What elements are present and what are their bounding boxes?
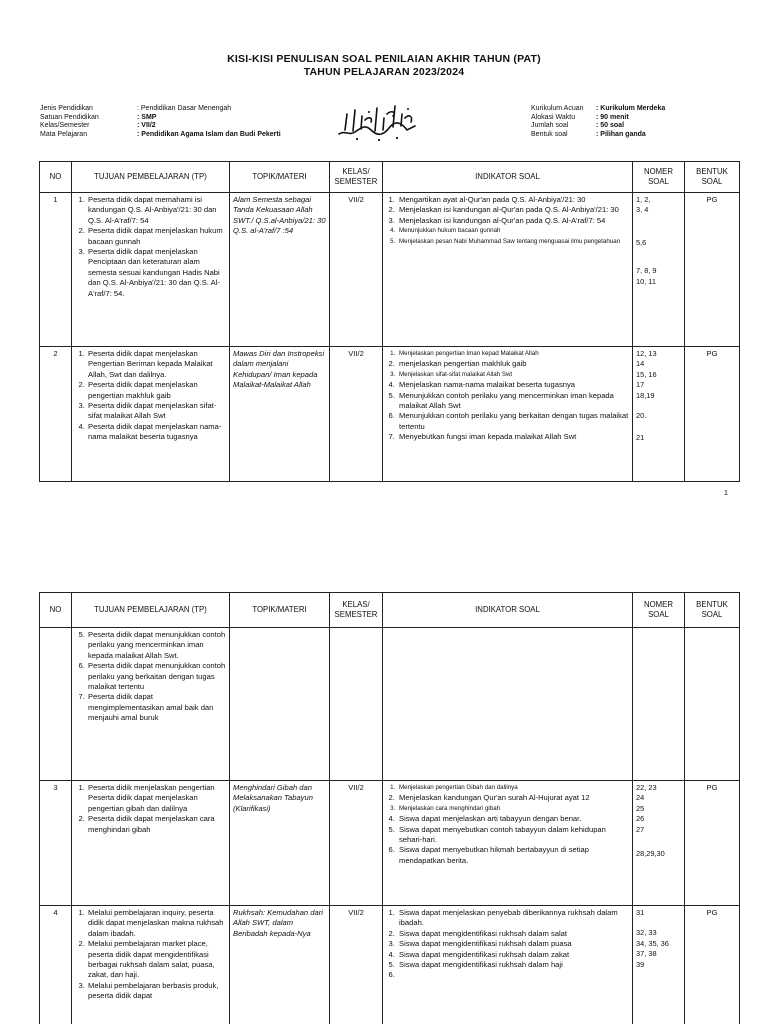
tujuan-pembelajaran-cell — [72, 193, 230, 347]
indikator-soal-cell — [383, 906, 633, 1024]
page-gap — [0, 518, 768, 592]
topik-materi-cell: Alam Semesta sebagai Tanda Kekuasaan Allah SWT./ Q.S.al-Anbiya/21: 30 Q.S. al-A'raf/7 :54 — [230, 193, 330, 347]
header-topik-materi: TOPIK/MATERI — [230, 162, 330, 193]
bentuk-soal-cell: PG — [685, 906, 740, 1024]
table-row — [40, 628, 740, 781]
indikator-item: 2. Siswa dapat mengidentifikasi rukhsah dalam salat — [397, 929, 629, 939]
meta-row — [531, 122, 665, 131]
indikator-item: 6. Menunjukkan contoh perilaku yang berkaitan dengan tugas malaikat tertentu — [397, 411, 629, 432]
row-number: 2 — [40, 347, 72, 482]
nomer-soal-value: 32, 33 — [636, 928, 657, 938]
indikator-item: 3. Menjelaskan cara menghindari gibah — [397, 804, 629, 814]
tp-item: 1. Melalui pembelajaran inquiry, peserta didik dapat menjelaskan makna rukhsah dalam ibadah. — [87, 908, 226, 939]
header-topik-materi: TOPIK/MATERI — [230, 593, 330, 628]
bentuk-soal-cell: PG — [685, 347, 740, 482]
tp-item: 1. Peserta didik dapat menjelaskan Pengertian Beriman kepada Malaikat Allah, Swt dan dalilnya. — [87, 349, 226, 380]
row-number: 1 — [40, 193, 72, 347]
meta-value: : Pilihan ganda — [596, 130, 646, 138]
header-no: NO — [40, 593, 72, 628]
indikator-item: 1. Menjelaskan pengertian Iman kepad Malaikat Allah — [397, 349, 629, 359]
topik-materi-cell: Mawas Diri dan Instropeksi dalam menjalani Kehidupan/ Iman kepada Malaikat-Malaikat Allah — [230, 347, 330, 482]
indikator-soal-cell — [383, 628, 633, 781]
row-number: 3 — [40, 781, 72, 906]
nomer-soal-value: 3, 4 — [636, 205, 649, 215]
document-title — [0, 53, 768, 79]
meta-value: : Pendidikan Dasar Menengah — [137, 105, 232, 112]
nomer-soal-value: 37, 38 — [636, 949, 657, 959]
indikator-item: 4. Menjelaskan nama-nama malaikat beserta tugasnya — [397, 380, 629, 390]
meta-value: : SMP — [137, 113, 157, 121]
meta-info-left — [40, 105, 281, 139]
header-no: NO — [40, 162, 72, 193]
page-number: 1 — [723, 488, 728, 497]
tp-item: 5. Peserta didik dapat menunjukkan contoh perilaku yang mencerminkan iman kepada malaikat Allah Swt. — [87, 630, 226, 661]
nomer-soal-cell — [633, 781, 685, 906]
header-nomer-soal: NOMER SOAL — [633, 162, 685, 193]
topik-materi-cell: Rukhsah: Kemudahan dari Allah SWT, dalam Beribadah kepada-Nya — [230, 906, 330, 1024]
nomer-soal-value: 26 — [636, 814, 645, 824]
tp-item: 4. Peserta didik dapat menjelaskan nama-nama malaikat beserta tugasnya — [87, 422, 226, 443]
meta-value: : 90 menit — [596, 113, 629, 121]
indikator-item: 2. Menjelaskan isi kandungan al-Qur'an pada Q.S. Al-Anbiya'/21: 30 — [397, 205, 629, 215]
nomer-soal-value: 5,6 — [636, 237, 647, 247]
tp-item: 1. Peserta didik menjelaskan pengertian Peserta didik dapat menjelaskan pengertian gibah dan dalilnya — [87, 783, 226, 814]
bentuk-soal-cell: PG — [685, 781, 740, 906]
header-nomer-soal: NOMER SOAL — [633, 593, 685, 628]
meta-key: Bentuk soal — [531, 130, 568, 138]
title-line-2: TAHUN PELAJARAN 2023/2024 — [303, 66, 465, 78]
indikator-soal-cell — [383, 781, 633, 906]
indikator-item: 2. Menjelaskan kandungan Qur'an surah Al-Hujurat ayat 12 — [397, 793, 629, 803]
meta-value: : 50 soal — [596, 122, 625, 130]
nomer-soal-value: 24 — [636, 793, 645, 803]
indikator-item: 4. Menunjukkan hukum bacaan gunnah — [397, 226, 629, 236]
meta-value: : Kurikulum Merdeka — [596, 105, 666, 112]
tp-item: 3. Melalui pembelajaran berbasis produk, peserta didik dapat — [87, 981, 226, 1002]
indikator-item: 1. Menjelaskan pengertian Gibah dan dalilnya — [397, 783, 629, 793]
title-line-1: KISI-KISI PENULISAN SOAL PENILAIAN AKHIR TAHUN (PAT) — [227, 53, 541, 65]
nomer-soal-value: 27 — [636, 824, 645, 834]
indikator-item: 5. Siswa dapat menyebutkan contoh tabayyun dalam kehidupan sehari-hari. — [397, 825, 629, 846]
table-header-row — [40, 593, 740, 628]
meta-key: Alokasi Waktu — [531, 113, 576, 121]
nomer-soal-value: 12, 13 — [636, 349, 657, 358]
header-kelas-semester: KELAS/ SEMESTER — [330, 593, 383, 628]
tujuan-pembelajaran-cell — [72, 781, 230, 906]
kisi-kisi-table-page-1 — [39, 161, 740, 482]
meta-key: Mata Pelajaran — [40, 130, 88, 138]
nomer-soal-value: 1, 2, — [636, 195, 651, 204]
meta-row — [40, 131, 281, 140]
bentuk-soal-cell — [685, 628, 740, 781]
indikator-item: 3. Menjelaskan isi kandungan al-Qur'an pada Q.S. Al-A'raf/7: 54 — [397, 216, 629, 226]
indikator-item: 3. Menjelaskan sifat-sifat malaikat Allah Swt — [397, 370, 629, 380]
indikator-soal-cell — [383, 347, 633, 482]
document-page-2 — [0, 592, 768, 1024]
kisi-kisi-table-page-2 — [39, 592, 740, 1024]
nomer-soal-value: 17 — [636, 380, 645, 390]
table-row — [40, 193, 740, 347]
indikator-item: 1. Mengartikan ayat al-Qur'an pada Q.S. Al-Anbiya'/21: 30 — [397, 195, 629, 205]
tp-item: 3. Peserta didik dapat menjelaskan Penciptaan dan keteraturan alam semesta sesuai kandungan Hadis Nabi dan Q.S. Al-Anbiya'/21: 30 dan Q.S. Al-A'raf/7: 54. — [87, 247, 226, 299]
topik-materi-cell: Menghindari Gibah dan Melaksanakan Tabayun (Klarifikasi) — [230, 781, 330, 906]
tp-item: 7. Peserta didik dapat mengimplementasikan amal baik dan menjauhi amal buruk — [87, 692, 226, 723]
bentuk-soal-cell: PG — [685, 193, 740, 347]
nomer-soal-cell — [633, 628, 685, 781]
nomer-soal-value: 20. — [636, 411, 647, 421]
meta-row — [40, 122, 281, 131]
kelas-semester-cell: VII/2 — [330, 347, 383, 482]
topik-materi-cell — [230, 628, 330, 781]
row-number: 4 — [40, 906, 72, 1024]
meta-value: : Pendidikan Agama Islam dan Budi Pekerti — [137, 130, 281, 138]
tp-item: 1. Peserta didik dapat memahami isi kandungan Q.S. Al-Anbiya'/21: 30 dan Q.S. Al-A'raf/7: 54 — [87, 195, 226, 226]
nomer-soal-cell — [633, 906, 685, 1024]
kelas-semester-cell: VII/2 — [330, 906, 383, 1024]
header-indikator-soal: INDIKATOR SOAL — [383, 162, 633, 193]
indikator-item — [397, 970, 629, 980]
tujuan-pembelajaran-cell — [72, 347, 230, 482]
nomer-soal-cell — [633, 347, 685, 482]
nomer-soal-cell — [633, 193, 685, 347]
table-row — [40, 781, 740, 906]
header-indikator-soal: INDIKATOR SOAL — [383, 593, 633, 628]
nomer-soal-value: 14 — [636, 359, 645, 369]
tujuan-pembelajaran-cell — [72, 628, 230, 781]
nomer-soal-value: 31 — [636, 908, 645, 917]
header-bentuk-soal: BENTUK SOAL — [685, 593, 740, 628]
meta-row — [531, 131, 665, 140]
meta-row — [40, 105, 281, 114]
indikator-item: 4. Siswa dapat mengidentifikasi rukhsah dalam zakat — [397, 950, 629, 960]
header-tujuan-pembelajaran: TUJUAN PEMBELAJARAN (TP) — [72, 593, 230, 628]
table-row — [40, 906, 740, 1024]
indikator-item: 6. Siswa dapat menyebutkan hikmah bertabayyun di setiap mendapatkan berita. — [397, 845, 629, 866]
tp-item: 2. Peserta didik dapat menjelaskan cara menghindari gibah — [87, 814, 226, 835]
meta-row — [40, 114, 281, 123]
meta-key: Satuan Pendidikan — [40, 113, 99, 121]
table-row — [40, 347, 740, 482]
tp-item: 6. Peserta didik dapat menunjukkan contoh perilaku yang berkaitan dengan tugas malaikat tertentu — [87, 661, 226, 692]
tp-item: 2. Peserta didik dapat menjelaskan pengertian makhluk gaib — [87, 380, 226, 401]
nomer-soal-value: 21 — [636, 433, 645, 443]
indikator-item: 5. Siswa dapat mengidentifikasi rukhsah dalam haji — [397, 960, 629, 970]
tp-item: 2. Melalui pembelajaran market place, peserta didik dapat mengidentifikasi berbagai rukhsah dalam salat, puasa, zakat, dan haji. — [87, 939, 226, 981]
nomer-soal-value: 7, 8, 9 — [636, 266, 657, 276]
meta-row — [531, 105, 665, 114]
indikator-item: 5. Menunjukkan contoh perilaku yang mencerminkan iman kepada malaikat Allah Swt — [397, 391, 629, 412]
kelas-semester-cell — [330, 628, 383, 781]
header-kelas-semester: KELAS/ SEMESTER — [330, 162, 383, 193]
kelas-semester-cell: VII/2 — [330, 781, 383, 906]
nomer-soal-value: 28,29,30 — [636, 849, 665, 859]
kelas-semester-cell: VII/2 — [330, 193, 383, 347]
indikator-item: 4. Siswa dapat menjelaskan arti tabayyun dengan benar. — [397, 814, 629, 824]
indikator-item: 1. Siswa dapat menjelaskan penyebab diberikannya rukhsah dalam ibadah. — [397, 908, 629, 929]
header-bentuk-soal: BENTUK SOAL — [685, 162, 740, 193]
nomer-soal-value: 18,19 — [636, 390, 655, 400]
indikator-item: 7. Menyebutkan fungsi iman kepada malaikat Allah Swt — [397, 432, 629, 442]
tp-item: 2. Peserta didik dapat menjelaskan hukum bacaan gunnah — [87, 226, 226, 247]
meta-key: Jenis Pendidikan — [40, 105, 93, 112]
meta-info-right — [531, 105, 665, 139]
meta-key: Jumlah soal — [531, 122, 569, 130]
meta-row — [531, 114, 665, 123]
nomer-soal-value: 34, 35, 36 — [636, 938, 669, 948]
indikator-soal-cell — [383, 193, 633, 347]
meta-key: Kelas/Semester — [40, 122, 90, 130]
tp-item: 3. Peserta didik dapat menjelaskan sifat-sifat malaikat Allah Swt — [87, 401, 226, 422]
nomer-soal-value: 22, 23 — [636, 783, 657, 792]
header-tujuan-pembelajaran: TUJUAN PEMBELAJARAN (TP) — [72, 162, 230, 193]
nomer-soal-value: 25 — [636, 803, 645, 813]
indikator-item: 5. Menjelaskan pesan Nabi Muhammad Saw tentang menguasai ilmu pengetahuan — [397, 237, 629, 247]
meta-key: Kurikulum Acuan — [531, 105, 584, 112]
nomer-soal-value: 15, 16 — [636, 369, 657, 379]
nomer-soal-value: 39 — [636, 959, 645, 969]
indikator-item: 2. menjelaskan pengertian makhluk gaib — [397, 359, 629, 369]
nomer-soal-value: 10, 11 — [636, 276, 656, 286]
table-header-row — [40, 162, 740, 193]
row-number — [40, 628, 72, 781]
indikator-item: 3. Siswa dapat mengidentifikasi rukhsah dalam puasa — [397, 939, 629, 949]
tujuan-pembelajaran-cell — [72, 906, 230, 1024]
basmalah-calligraphy-logo — [335, 100, 419, 144]
meta-value: : VII/2 — [137, 122, 156, 130]
